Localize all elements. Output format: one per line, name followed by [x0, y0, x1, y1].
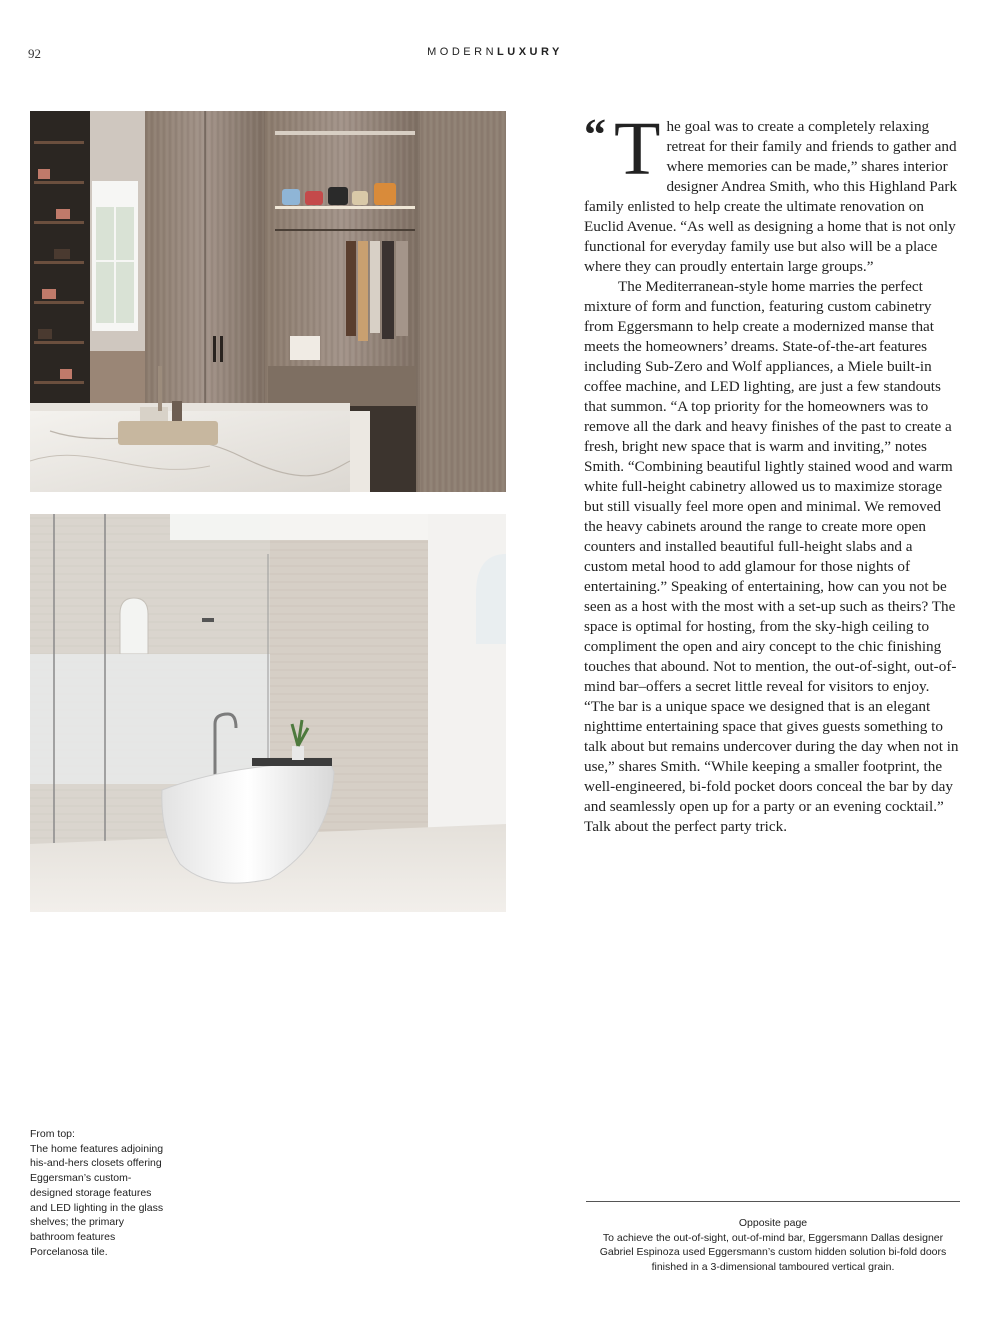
bathroom-photo — [30, 514, 506, 912]
article-paragraph-2: The Mediterranean-style home marries the perfect mixture of form and function, featuring custom cabinetry from Eggersmann to help create a modernized manse that meets the homeowners’ dreams. State-of-the-art features including Sub-Zero and Wolf appliances, a Miele built-in coffee machine, and LED lighting, are just a few standouts that summon. “A top priority for the homeowners was to remove all the dark and heavy finishes of the past to create a fresh, bright new space that is warm and inviting,” notes Smith. “Combining beautiful lightly stained wood and warm white full-height cabinetry allowed us to maximize storage but still visually feel more open and minimal. We removed the heavy cabinets around the range to create more open counters and installed beautiful full-height slabs and a custom metal hood to add glamour for those nights of entertaining.” Speaking of entertaining, how can you not be seen as a host with the most with a set-up such as theirs? The space is optimal for hosting, from the sky-high ceiling to compliment the open and airy concept to the chic finishing touches that abound. Not to mention, the out-of-sight, out-of-mind bar–offers a secret little reveal for visitors to enjoy. “The bar is a unique space we designed that is an elegant nighttime entertaining space that gives guests something to talk about but remains undercover during the day when not in use,” shares Smith. “While keeping a smaller footprint, the well-engineered, bi-fold pocket doors conceal the bar by day and seamlessly open up for a party or an evening cocktail.” Talk about the perfect party trick. — [584, 278, 959, 835]
article-paragraph-1 — [584, 107, 960, 277]
quote-mark: “ — [584, 110, 606, 159]
photo-caption-left — [30, 1127, 170, 1259]
caption-right-text: To achieve the out-of-sight, out-of-mind bar, Eggersmann Dallas designer Gabriel Espinoza used Eggersmann’s custom hidden solution bi-fold doors finished in a 3-dimensional tamboured vertical grain. — [599, 1231, 947, 1274]
caption-right-heading: Opposite page — [738, 1217, 808, 1229]
photo-caption-right — [586, 1216, 960, 1275]
magazine-masthead — [0, 46, 990, 58]
masthead-light: MODERN — [427, 46, 498, 58]
closet-photo — [30, 111, 506, 492]
page-number: 92 — [28, 46, 41, 61]
paragraph-1-text: he goal was to create a completely relaxing retreat for their family and friends to gather and where memories can be made,” shares interior designer Andrea Smith, who this Highland Park family enlisted to help create the ultimate renovation on Euclid Avenue. “As well as designing a home that is not only functional for everyday family use but also will be a place where they can proudly entertain large groups.” — [584, 118, 958, 275]
drop-cap: T — [614, 107, 661, 191]
masthead-bold: LUXURY — [497, 46, 563, 58]
caption-left-heading: From top: — [30, 1128, 75, 1140]
article-body — [584, 107, 960, 837]
caption-divider — [586, 1201, 960, 1202]
caption-left-text: The home features adjoining his-and-hers closets offering Eggersman’s custom-designed storage features and LED lighting in the glass shelves; the primary bathroom features Porcelanosa tile. — [30, 1142, 164, 1258]
